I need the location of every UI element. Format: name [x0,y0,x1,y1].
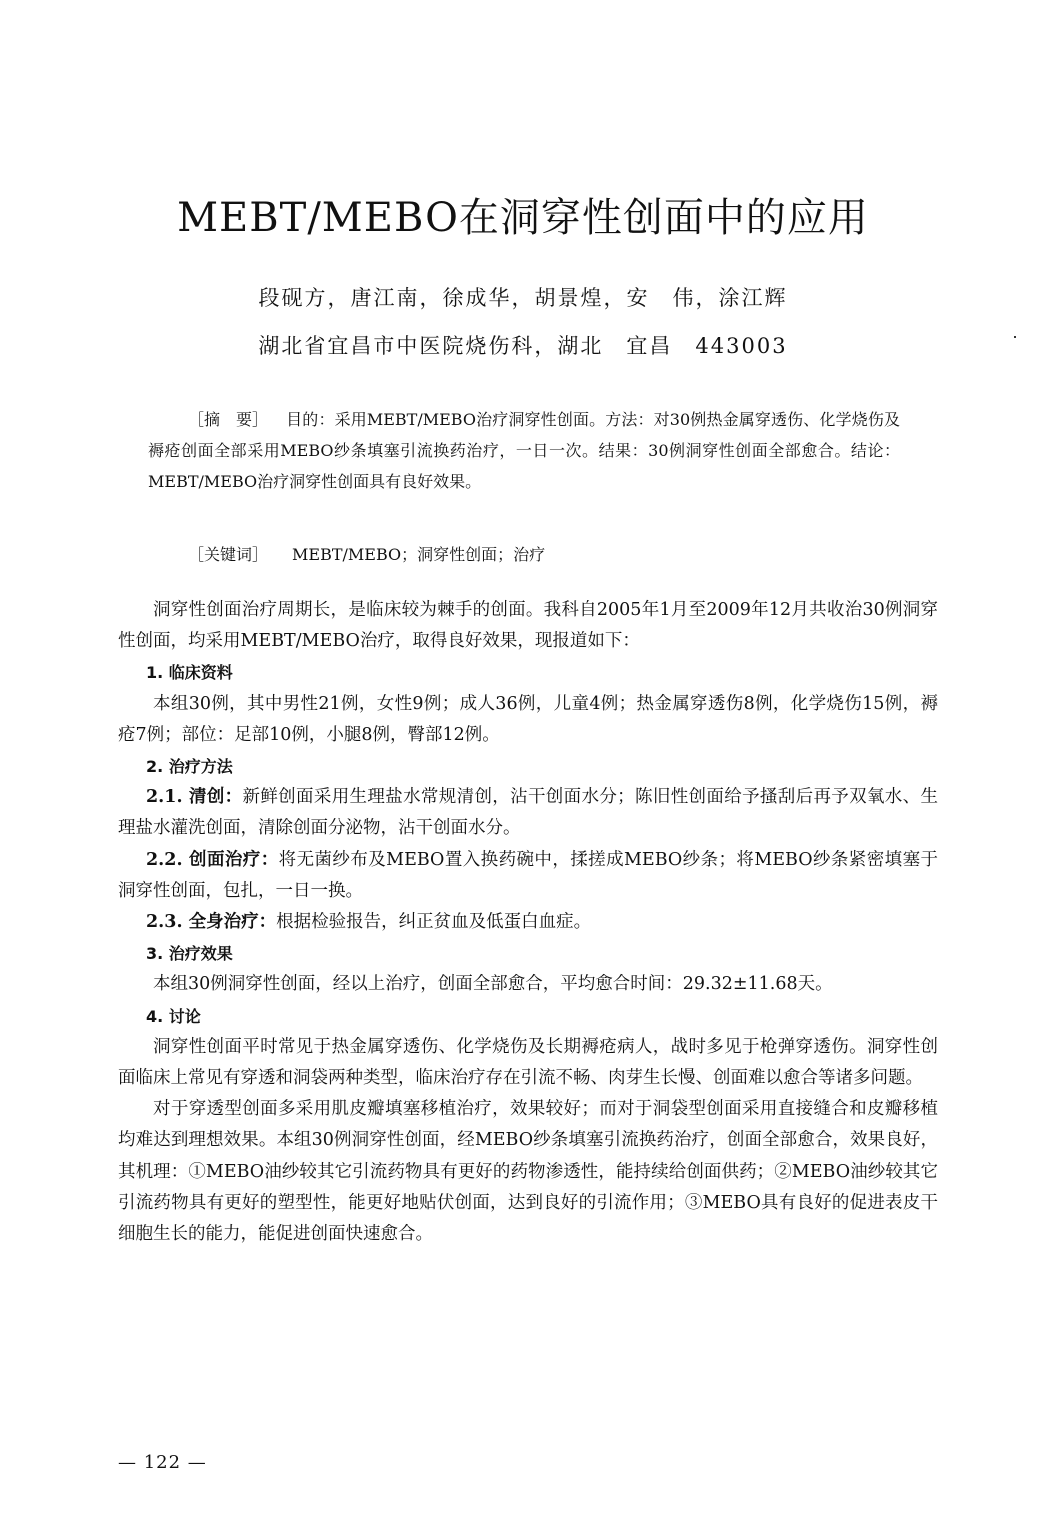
abstract [148,404,900,497]
subsection-2-1 [118,782,938,844]
subsection-2-2-label: 2.2. 创面治疗： [146,849,279,870]
paper-title: MEBT/MEBO在洞穿性创面中的应用 [177,195,869,241]
page-number: — 122 — [118,1452,207,1473]
section-heading-4: 4. 讨论 [146,1006,201,1026]
keywords-tag: ［关键词］ [188,545,269,564]
scan-speck [1014,336,1016,338]
keywords [188,539,900,570]
section-3-paragraph: 本组30例洞穿性创面，经以上治疗，创面全部愈合，平均愈合时间：29.32±11.68天。 [153,974,833,995]
author-list: 段砚方，唐江南，徐成华，胡景煌，安 伟，涂江辉 [258,286,788,310]
affiliation: 湖北省宜昌市中医院烧伤科，湖北 宜昌 443003 [258,334,788,358]
section-1-paragraph: 本组30例，其中男性21例，女性9例；成人36例，儿童4例；热金属穿透伤8例，化学烧伤15例，褥疮7例；部位：足部10例，小腿8例，臀部12例。 [118,693,938,745]
intro-paragraph: 洞穿性创面治疗周期长，是临床较为棘手的创面。我科自2005年1月至2009年12月共收治30例洞穿性创面，均采用MEBT/MEBO治疗，取得良好效果，现报道如下： [118,600,938,652]
subsection-2-1-text: 新鲜创面采用生理盐水常规清创，沾干创面水分；陈旧性创面给予搔刮后再予双氧水、生理盐水灌洗创面，清除创面分泌物，沾干创面水分。 [118,787,938,839]
abstract-tag: ［摘 要］ [188,410,269,429]
section-4-paragraph-2: 对于穿透型创面多采用肌皮瓣填塞移植治疗，效果较好；而对于洞袋型创面采用直接缝合和皮瓣移植均难达到理想效果。本组30例洞穿性创面，经MEBO纱条填塞引流换药治疗，创面全部愈合，效果良好，其机理：①MEBO油纱较其它引流药物具有更好的药物渗透性，能持续给创面供药；②MEBO油纱较其它引流药物具有更好的塑型性，能更好地贴伏创面，达到良好的引流作用；③MEBO具有良好的促进表皮干细胞生长的能力，能促进创面快速愈合。 [118,1099,938,1245]
subsection-2-3 [118,907,938,938]
abstract-text: 目的：采用MEBT/MEBO治疗洞穿性创面。方法：对30例热金属穿透伤、化学烧伤及褥疮创面全部采用MEBO纱条填塞引流换药治疗，一日一次。结果：30例洞穿性创面全部愈合。结论：MEBT/MEBO治疗洞穿性创面具有良好效果。 [148,410,900,491]
section-heading-3: 3. 治疗效果 [146,944,233,964]
subsection-2-3-label: 2.3. 全身治疗： [146,912,277,933]
subsection-2-1-label: 2.1. 清创： [146,787,243,808]
section-heading-1: 1. 临床资料 [146,663,233,683]
subsection-2-2 [118,845,938,907]
section-4-paragraph-1: 洞穿性创面平时常见于热金属穿透伤、化学烧伤及长期褥疮病人，战时多见于枪弹穿透伤。洞穿性创面临床上常见有穿透和洞袋两种类型，临床治疗存在引流不畅、肉芽生长慢、创面难以愈合等诸多问题。 [118,1036,938,1089]
section-heading-2: 2. 治疗方法 [146,757,233,777]
article-body [118,595,938,1250]
keywords-text: MEBT/MEBO；洞穿性创面；治疗 [292,545,546,564]
subsection-2-3-text: 根据检验报告，纠正贫血及低蛋白血症。 [276,912,592,933]
subsection-2-2-text: 将无菌纱布及MEBO置入换药碗中，揉搓成MEBO纱条；将MEBO纱条紧密填塞于洞穿性创面，包扎，一日一换。 [118,849,938,901]
